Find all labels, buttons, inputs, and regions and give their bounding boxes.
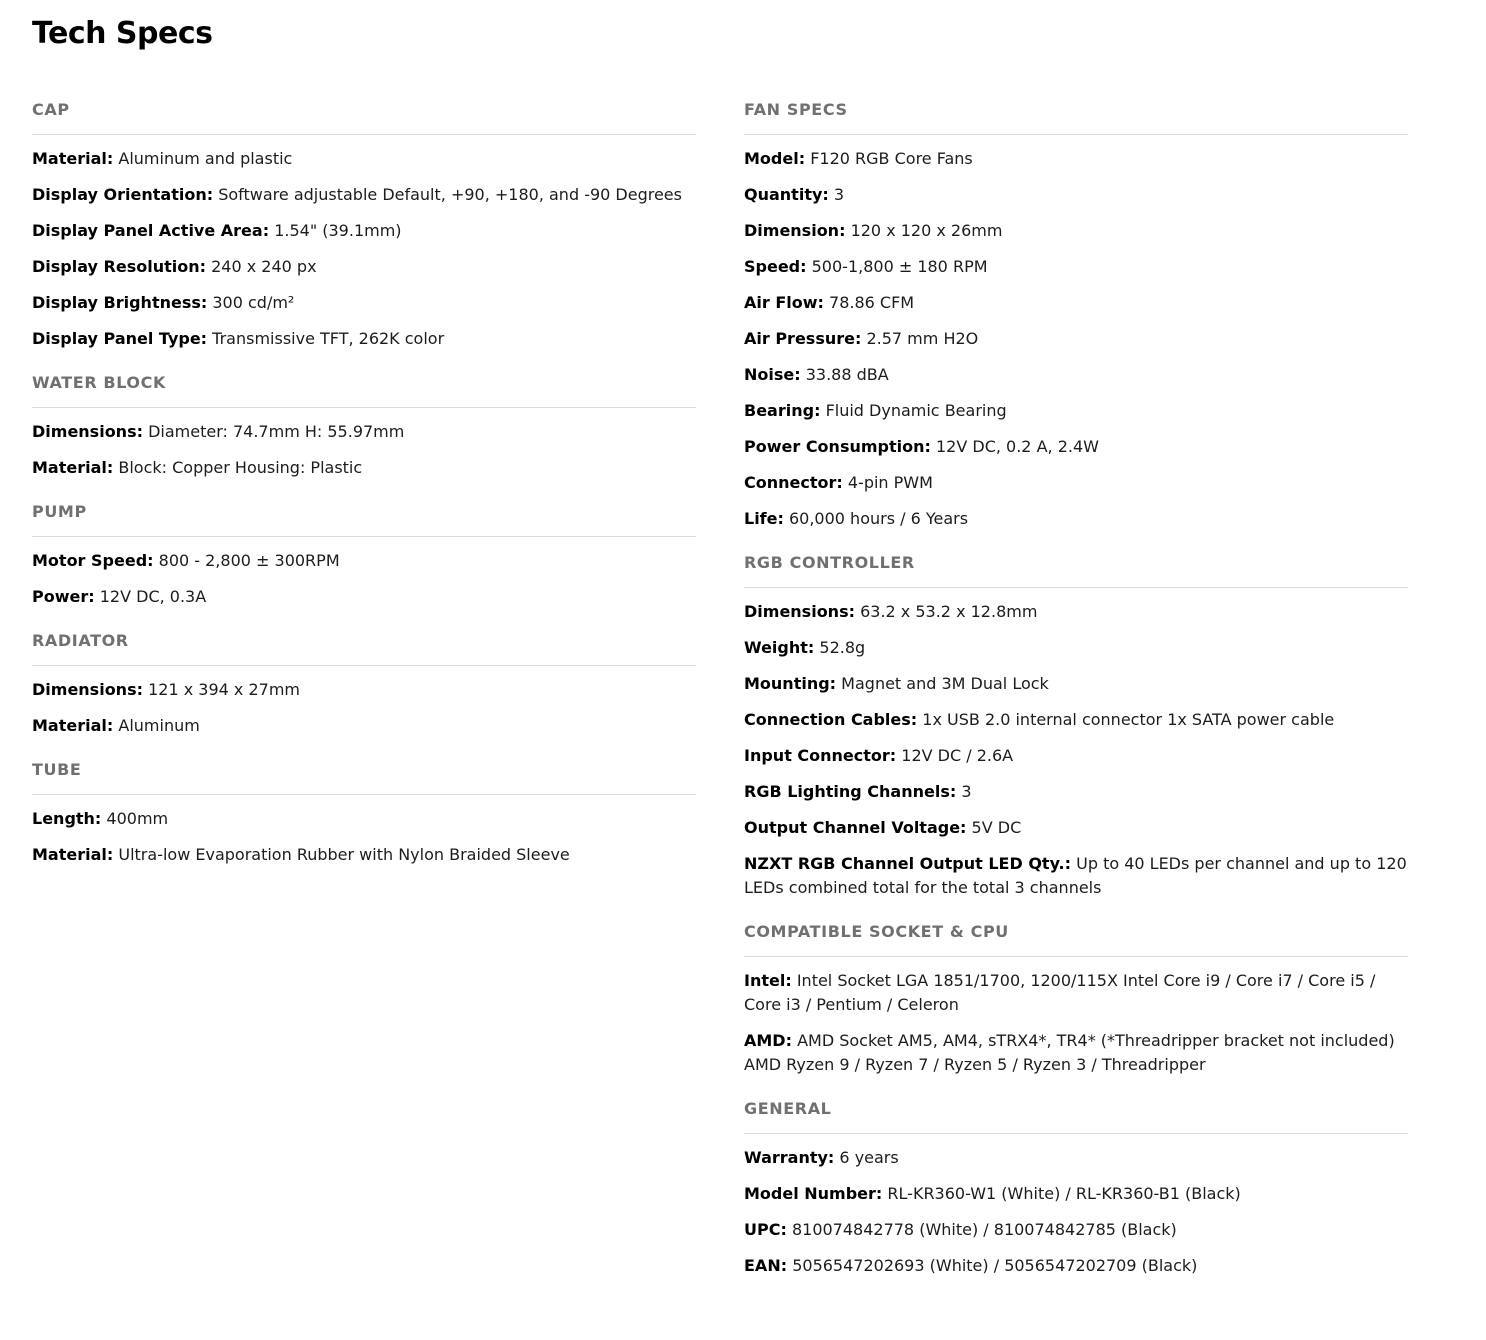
spec-label: Motor Speed: bbox=[32, 551, 154, 570]
page-title: Tech Specs bbox=[32, 16, 213, 51]
spec-label: Display Panel Type: bbox=[32, 329, 208, 348]
spec-row bbox=[32, 807, 696, 831]
spec-value: 1x USB 2.0 internal connector 1x SATA power cable bbox=[922, 710, 1335, 729]
spec-row bbox=[32, 678, 696, 702]
spec-row bbox=[32, 255, 696, 279]
spec-label: AMD: bbox=[744, 1031, 792, 1050]
spec-row bbox=[744, 852, 1408, 900]
spec-section-general bbox=[744, 1095, 1408, 1278]
spec-value: 2.57 mm H2O bbox=[866, 329, 979, 348]
spec-row bbox=[744, 1218, 1408, 1242]
spec-row bbox=[744, 183, 1408, 207]
spec-row bbox=[744, 471, 1408, 495]
spec-value: Magnet and 3M Dual Lock bbox=[841, 674, 1049, 693]
spec-label: Quantity: bbox=[744, 185, 829, 204]
spec-label: Model Number: bbox=[744, 1184, 883, 1203]
spec-value: 60,000 hours / 6 Years bbox=[788, 509, 969, 528]
spec-value: 12V DC, 0.2 A, 2.4W bbox=[935, 437, 1099, 456]
spec-value: Diameter: 74.7mm H: 55.97mm bbox=[148, 422, 405, 441]
spec-value: Aluminum and plastic bbox=[118, 149, 293, 168]
section-title: RADIATOR bbox=[32, 627, 696, 666]
spec-value: 120 x 120 x 26mm bbox=[850, 221, 1003, 240]
spec-label: Intel: bbox=[744, 971, 792, 990]
spec-label: Connector: bbox=[744, 473, 843, 492]
spec-row bbox=[32, 549, 696, 573]
spec-row bbox=[32, 456, 696, 480]
spec-label: Length: bbox=[32, 809, 102, 828]
spec-row bbox=[32, 291, 696, 315]
spec-label: Connection Cables: bbox=[744, 710, 918, 729]
spec-value: Block: Copper Housing: Plastic bbox=[118, 458, 363, 477]
spec-row bbox=[744, 327, 1408, 351]
spec-section-cap bbox=[32, 96, 696, 351]
spec-label: Display Resolution: bbox=[32, 257, 207, 276]
spec-label: Dimensions: bbox=[32, 680, 143, 699]
spec-section-rgb-controller bbox=[744, 549, 1408, 900]
spec-value: 800 - 2,800 ± 300RPM bbox=[158, 551, 340, 570]
spec-label: Air Pressure: bbox=[744, 329, 862, 348]
section-title: FAN SPECS bbox=[744, 96, 1408, 135]
spec-label: NZXT RGB Channel Output LED Qty.: bbox=[744, 854, 1072, 873]
spec-list bbox=[744, 1134, 1408, 1278]
spec-section-fan-specs bbox=[744, 96, 1408, 531]
spec-value: 1.54" (39.1mm) bbox=[274, 221, 402, 240]
spec-value: 33.88 dBA bbox=[805, 365, 889, 384]
section-title: RGB CONTROLLER bbox=[744, 549, 1408, 588]
spec-label: Dimensions: bbox=[32, 422, 143, 441]
spec-value: 12V DC / 2.6A bbox=[901, 746, 1014, 765]
spec-value: 300 cd/m² bbox=[212, 293, 295, 312]
spec-row bbox=[744, 147, 1408, 171]
spec-value: 810074842778 (White) / 810074842785 (Black) bbox=[791, 1220, 1177, 1239]
spec-value: 121 x 394 x 27mm bbox=[148, 680, 300, 699]
spec-section-tube bbox=[32, 756, 696, 867]
spec-value: Software adjustable Default, +90, +180, and -90 Degrees bbox=[218, 185, 682, 204]
spec-row bbox=[32, 843, 696, 867]
spec-label: Life: bbox=[744, 509, 784, 528]
spec-row bbox=[744, 636, 1408, 660]
section-title: PUMP bbox=[32, 498, 696, 537]
spec-label: Dimensions: bbox=[744, 602, 855, 621]
spec-list bbox=[32, 408, 696, 480]
spec-value: Ultra-low Evaporation Rubber with Nylon Braided Sleeve bbox=[118, 845, 570, 864]
spec-section-pump bbox=[32, 498, 696, 609]
spec-label: Dimension: bbox=[744, 221, 846, 240]
spec-row bbox=[32, 219, 696, 243]
spec-row bbox=[744, 1146, 1408, 1170]
spec-value: 4-pin PWM bbox=[847, 473, 933, 492]
spec-row bbox=[744, 1254, 1408, 1278]
spec-label: Noise: bbox=[744, 365, 801, 384]
spec-row bbox=[744, 1182, 1408, 1206]
spec-label: Speed: bbox=[744, 257, 807, 276]
spec-list bbox=[744, 588, 1408, 900]
spec-value: Transmissive TFT, 262K color bbox=[212, 329, 445, 348]
spec-section-water-block bbox=[32, 369, 696, 480]
spec-row bbox=[744, 780, 1408, 804]
spec-label: Material: bbox=[32, 458, 114, 477]
spec-label: Display Orientation: bbox=[32, 185, 214, 204]
spec-section-radiator bbox=[32, 627, 696, 738]
spec-value: Intel Socket LGA 1851/1700, 1200/115X Intel Core i9 / Core i7 / Core i5 / Core i3 / Pentium / Celeron bbox=[744, 971, 1376, 1014]
section-title: WATER BLOCK bbox=[32, 369, 696, 408]
spec-row bbox=[744, 435, 1408, 459]
spec-row bbox=[744, 399, 1408, 423]
spec-label: Mounting: bbox=[744, 674, 837, 693]
spec-row bbox=[744, 507, 1408, 531]
spec-label: EAN: bbox=[744, 1256, 788, 1275]
spec-row bbox=[744, 816, 1408, 840]
spec-value: 3 bbox=[833, 185, 845, 204]
spec-label: Material: bbox=[32, 845, 114, 864]
specs-column-right bbox=[744, 96, 1408, 1296]
spec-label: Input Connector: bbox=[744, 746, 897, 765]
spec-row bbox=[744, 1029, 1408, 1077]
spec-row bbox=[744, 219, 1408, 243]
spec-label: Weight: bbox=[744, 638, 815, 657]
spec-label: Display Brightness: bbox=[32, 293, 208, 312]
spec-list bbox=[32, 537, 696, 609]
spec-label: Bearing: bbox=[744, 401, 821, 420]
spec-value: RL-KR360-W1 (White) / RL-KR360-B1 (Black) bbox=[887, 1184, 1241, 1203]
spec-label: UPC: bbox=[744, 1220, 787, 1239]
spec-value: 240 x 240 px bbox=[211, 257, 317, 276]
spec-row bbox=[744, 363, 1408, 387]
spec-value: 52.8g bbox=[819, 638, 866, 657]
spec-row bbox=[32, 183, 696, 207]
spec-label: Model: bbox=[744, 149, 806, 168]
spec-label: Air Flow: bbox=[744, 293, 824, 312]
spec-row bbox=[744, 969, 1408, 1017]
spec-list bbox=[32, 666, 696, 738]
spec-row bbox=[32, 147, 696, 171]
section-title: GENERAL bbox=[744, 1095, 1408, 1134]
spec-label: Material: bbox=[32, 716, 114, 735]
spec-value: Fluid Dynamic Bearing bbox=[825, 401, 1007, 420]
spec-value: F120 RGB Core Fans bbox=[810, 149, 973, 168]
spec-row bbox=[744, 255, 1408, 279]
spec-row bbox=[32, 420, 696, 444]
spec-row bbox=[32, 585, 696, 609]
spec-row bbox=[744, 672, 1408, 696]
spec-value: 5056547202693 (White) / 5056547202709 (Black) bbox=[792, 1256, 1198, 1275]
spec-row bbox=[744, 744, 1408, 768]
spec-row bbox=[32, 714, 696, 738]
spec-value: 400mm bbox=[106, 809, 169, 828]
spec-value: 12V DC, 0.3A bbox=[99, 587, 207, 606]
spec-label: Power: bbox=[32, 587, 95, 606]
spec-section-compatible-socket-and-cpu bbox=[744, 918, 1408, 1077]
spec-value: 3 bbox=[961, 782, 972, 801]
spec-label: Warranty: bbox=[744, 1148, 835, 1167]
section-title: COMPATIBLE SOCKET & CPU bbox=[744, 918, 1408, 957]
spec-row bbox=[744, 291, 1408, 315]
spec-label: Output Channel Voltage: bbox=[744, 818, 967, 837]
spec-value: 78.86 CFM bbox=[829, 293, 915, 312]
spec-row bbox=[32, 327, 696, 351]
section-title: TUBE bbox=[32, 756, 696, 795]
spec-label: Display Panel Active Area: bbox=[32, 221, 270, 240]
spec-list bbox=[32, 135, 696, 351]
spec-value: Aluminum bbox=[118, 716, 200, 735]
spec-value: AMD Socket AM5, AM4, sTRX4*, TR4* (*Threadripper bracket not included) AMD Ryzen 9 / Ryzen 7 / Ryzen 5 / Ryzen 3 / Threadripper bbox=[744, 1031, 1395, 1074]
specs-column-left bbox=[32, 96, 696, 885]
spec-value: Up to 40 LEDs per channel and up to 120 LEDs combined total for the total 3 channels bbox=[744, 854, 1407, 897]
spec-value: 6 years bbox=[839, 1148, 899, 1167]
spec-value: 5V DC bbox=[971, 818, 1022, 837]
spec-label: Power Consumption: bbox=[744, 437, 931, 456]
spec-value: 500-1,800 ± 180 RPM bbox=[811, 257, 988, 276]
spec-list bbox=[744, 957, 1408, 1077]
spec-value: 63.2 x 53.2 x 12.8mm bbox=[860, 602, 1038, 621]
section-title: CAP bbox=[32, 96, 696, 135]
spec-label: RGB Lighting Channels: bbox=[744, 782, 957, 801]
spec-row bbox=[744, 708, 1408, 732]
spec-list bbox=[744, 135, 1408, 531]
spec-label: Material: bbox=[32, 149, 114, 168]
spec-list bbox=[32, 795, 696, 867]
spec-row bbox=[744, 600, 1408, 624]
